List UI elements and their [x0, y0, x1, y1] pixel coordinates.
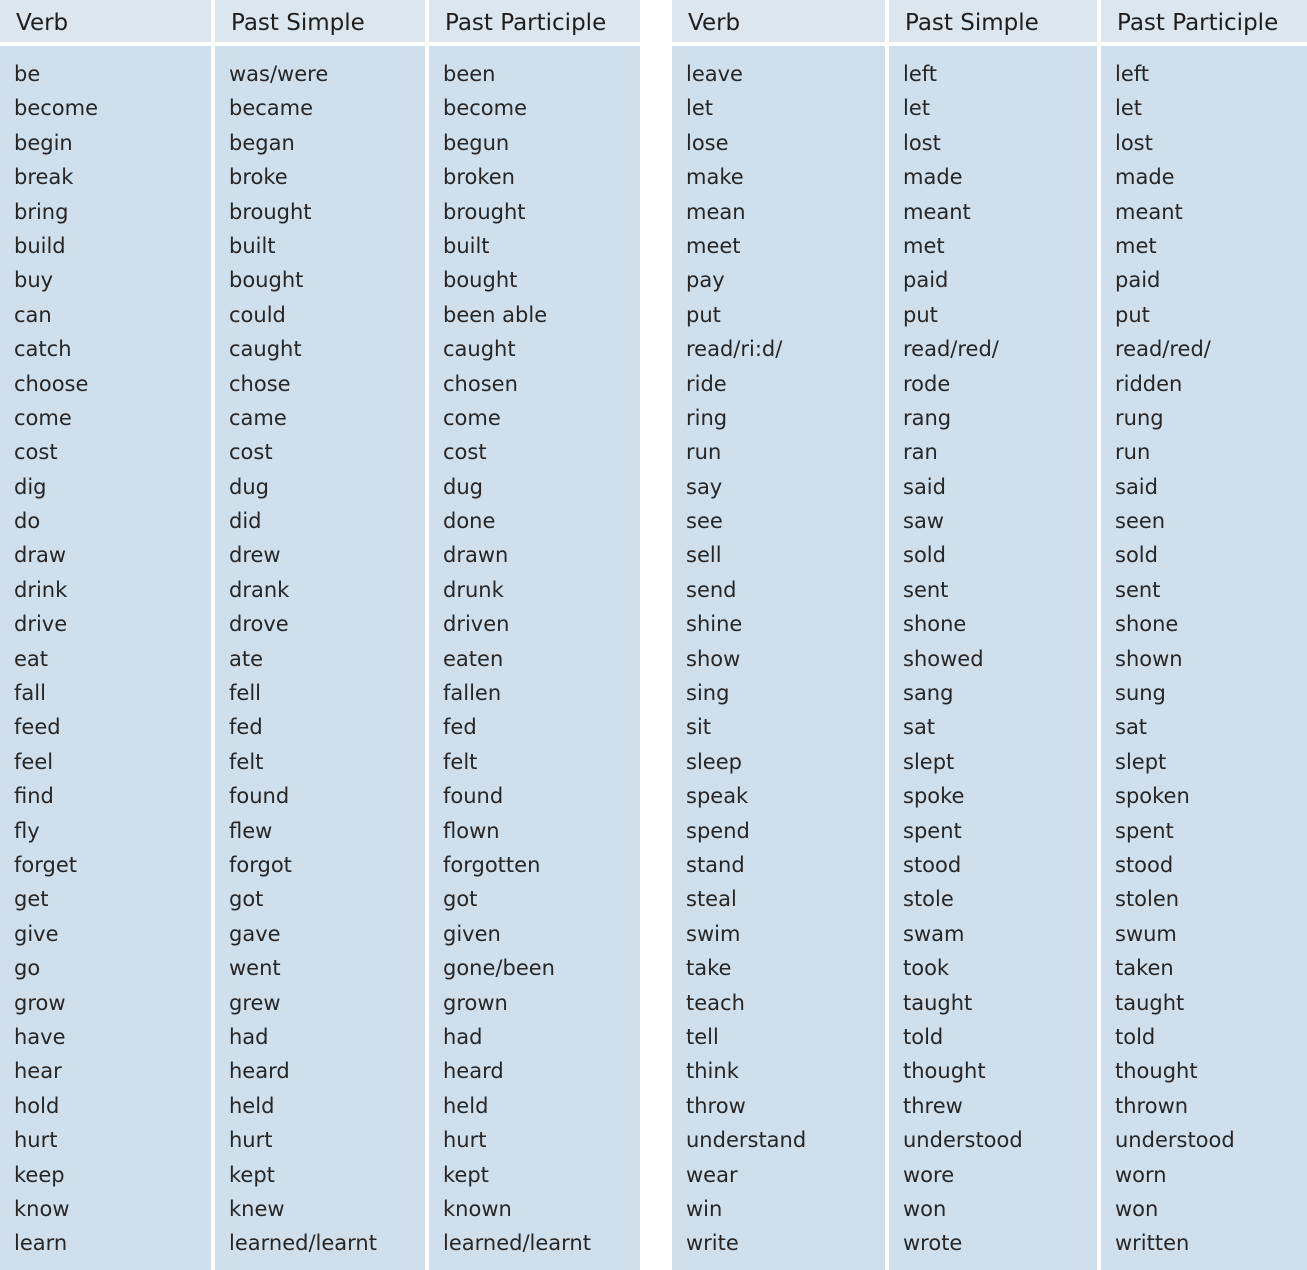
table-cell: feel	[14, 749, 54, 774]
table-cell: rang	[903, 405, 952, 430]
table-cell: forget	[14, 852, 77, 877]
column-body	[889, 46, 1097, 1270]
table-cell: worn	[1115, 1162, 1167, 1187]
table-cell: come	[443, 405, 501, 430]
table-cell: go	[14, 956, 41, 981]
table-cell: make	[686, 165, 744, 190]
table-cell: caught	[229, 337, 302, 362]
table-cell: could	[229, 302, 286, 327]
table-cell: dig	[14, 474, 47, 499]
table-cell: been able	[443, 302, 548, 327]
table-cell: began	[229, 130, 295, 155]
table-cell: build	[14, 233, 66, 258]
table-cell: shone	[903, 612, 967, 637]
table-cell: built	[443, 233, 490, 258]
table-cell: cost	[443, 440, 487, 465]
table-cell: threw	[903, 1093, 963, 1118]
table-cell: made	[903, 165, 963, 190]
table-cell: showed	[903, 646, 984, 671]
table-cell: hold	[14, 1093, 60, 1118]
table-cell: thought	[903, 1059, 986, 1084]
table-cell: paid	[903, 268, 949, 293]
table-cell: said	[903, 474, 946, 499]
table-cell: have	[14, 1024, 66, 1049]
table-cell: heard	[229, 1059, 290, 1084]
table-cell: seen	[1115, 509, 1166, 534]
table-cell: fallen	[443, 681, 502, 706]
table-cell: forgot	[229, 852, 292, 877]
table-cell: put	[1115, 302, 1150, 327]
table-cell: be	[14, 62, 41, 86]
column-body	[0, 46, 211, 1270]
table-cell: teach	[686, 990, 745, 1015]
table-cell: won	[903, 1196, 947, 1221]
table-cell: rode	[903, 371, 951, 396]
table-cell: fall	[14, 681, 46, 706]
table-cell: wore	[903, 1162, 955, 1187]
table-cell: know	[14, 1196, 70, 1221]
table-cell: spent	[1115, 818, 1174, 843]
table-cell: broken	[443, 165, 515, 190]
table-cell: break	[14, 165, 74, 190]
table-cell: drawn	[443, 543, 509, 568]
table-cell: fed	[443, 715, 477, 740]
table-cell: fly	[14, 818, 40, 843]
table-cell: sleep	[686, 749, 742, 774]
table-cell: spoke	[903, 784, 965, 809]
table-cell: took	[903, 956, 950, 981]
table-cell: hurt	[229, 1128, 273, 1153]
table-cell: stand	[686, 852, 745, 877]
table-cell: see	[686, 509, 723, 534]
table-cell: dug	[443, 474, 483, 499]
table-cell: sell	[686, 543, 722, 568]
verb-column	[0, 0, 211, 1270]
table-cell: sent	[1115, 577, 1161, 602]
table-cell: pay	[686, 268, 725, 293]
column-body	[215, 46, 425, 1270]
table-cell: sung	[1115, 681, 1166, 706]
table-cell: think	[686, 1059, 739, 1084]
table-cell: drank	[229, 577, 290, 602]
table-cell: draw	[14, 543, 67, 568]
table-cell: eat	[14, 646, 49, 671]
column-body	[1101, 46, 1307, 1270]
table-cell: flown	[443, 818, 500, 843]
table-cell: bought	[443, 268, 518, 293]
verb-table-left	[0, 0, 640, 1270]
table-cell: run	[686, 440, 722, 465]
table-cell: fell	[229, 681, 261, 706]
table-cell: leave	[686, 62, 743, 86]
table-cell: put	[903, 302, 938, 327]
table-cell: brought	[229, 199, 312, 224]
table-cell: taught	[1115, 990, 1185, 1015]
table-cell: chosen	[443, 371, 518, 396]
table-cell: become	[443, 96, 528, 121]
table-cell: grew	[229, 990, 281, 1015]
table-cell: feed	[14, 715, 61, 740]
table-cell: taught	[903, 990, 973, 1015]
table-cell: shown	[1115, 646, 1183, 671]
table-cell: find	[14, 784, 54, 809]
table-cell: ran	[903, 440, 938, 465]
table-cell: bought	[229, 268, 304, 293]
table-cell: done	[443, 509, 496, 534]
table-cell: learned/learnt	[443, 1231, 591, 1256]
column-body	[672, 46, 885, 1270]
table-cell: say	[686, 474, 723, 499]
table-cell: slept	[903, 749, 955, 774]
table-cell: sat	[903, 715, 936, 740]
table-cell: got	[443, 887, 478, 912]
table-cell: come	[14, 405, 72, 430]
table-cell: tell	[686, 1024, 719, 1049]
table-cell: kept	[443, 1162, 489, 1187]
table-cell: write	[686, 1231, 739, 1256]
table-cell: hurt	[443, 1128, 487, 1153]
table-cell: became	[229, 96, 314, 121]
table-cell: buy	[14, 268, 54, 293]
table-cell: swim	[686, 921, 741, 946]
table-cell: found	[229, 784, 290, 809]
table-cell: was/were	[229, 62, 329, 86]
table-cell: swum	[1115, 921, 1177, 946]
table-cell: cost	[14, 440, 58, 465]
table-cell: drove	[229, 612, 289, 637]
table-cell: cost	[229, 440, 273, 465]
column-header: Past Simple	[215, 0, 425, 46]
table-cell: get	[14, 887, 49, 912]
table-cell: sold	[1115, 543, 1158, 568]
table-cell: shone	[1115, 612, 1179, 637]
table-cell: stole	[903, 887, 954, 912]
table-cell: forgotten	[443, 852, 541, 877]
table-cell: grow	[14, 990, 66, 1015]
table-cell: knew	[229, 1196, 285, 1221]
table-cell: wrote	[903, 1231, 963, 1256]
table-cell: meant	[1115, 199, 1183, 224]
table-cell: stood	[1115, 852, 1174, 877]
table-cell: heard	[443, 1059, 504, 1084]
table-cell: steal	[686, 887, 737, 912]
table-cell: felt	[229, 749, 264, 774]
table-cell: swam	[903, 921, 965, 946]
table-cell: send	[686, 577, 737, 602]
table-cell: kept	[229, 1162, 275, 1187]
table-cell: catch	[14, 337, 72, 362]
table-cell: said	[1115, 474, 1158, 499]
table-cell: let	[686, 96, 713, 121]
table-cell: given	[443, 921, 501, 946]
column-header: Verb	[0, 0, 211, 46]
table-cell: won	[1115, 1196, 1159, 1221]
table-cell: met	[1115, 233, 1157, 258]
column-body	[429, 46, 640, 1270]
table-cell: shine	[686, 612, 743, 637]
table-cell: drew	[229, 543, 281, 568]
table-cell: mean	[686, 199, 746, 224]
table-cell: learn	[14, 1231, 68, 1256]
verb-table-right	[672, 0, 1307, 1270]
table-cell: sing	[686, 681, 730, 706]
table-cell: got	[229, 887, 264, 912]
table-cell: spent	[903, 818, 962, 843]
past-participle-column	[429, 0, 640, 1270]
table-cell: built	[229, 233, 276, 258]
table-cell: taken	[1115, 956, 1174, 981]
table-cell: gone/been	[443, 956, 555, 981]
table-cell: thought	[1115, 1059, 1198, 1084]
table-cell: throw	[686, 1093, 746, 1118]
column-header: Past Simple	[889, 0, 1097, 46]
table-cell: found	[443, 784, 504, 809]
table-cell: lose	[686, 130, 729, 155]
table-cell: flew	[229, 818, 273, 843]
table-cell: made	[1115, 165, 1175, 190]
table-cell: ring	[686, 405, 728, 430]
table-cell: fed	[229, 715, 263, 740]
table-cell: understand	[686, 1128, 807, 1153]
table-cell: lost	[1115, 130, 1153, 155]
column-header: Past Participle	[1101, 0, 1307, 46]
table-cell: let	[903, 96, 930, 121]
table-cell: take	[686, 956, 732, 981]
table-cell: saw	[903, 509, 944, 534]
table-cell: ride	[686, 371, 727, 396]
table-cell: slept	[1115, 749, 1167, 774]
table-cell: told	[903, 1024, 944, 1049]
column-header: Past Participle	[429, 0, 640, 46]
table-cell: gave	[229, 921, 281, 946]
table-cell: do	[14, 509, 41, 534]
table-cell: hurt	[14, 1128, 58, 1153]
past-simple-column	[215, 0, 425, 1270]
table-cell: spoken	[1115, 784, 1190, 809]
table-cell: came	[229, 405, 287, 430]
past-simple-column	[889, 0, 1097, 1270]
table-cell: speak	[686, 784, 749, 809]
table-cell: run	[1115, 440, 1151, 465]
table-cell: drink	[14, 577, 68, 602]
table-cell: been	[443, 62, 496, 86]
table-cell: had	[229, 1024, 269, 1049]
table-cell: rung	[1115, 405, 1164, 430]
table-cell: understood	[903, 1128, 1023, 1153]
column-header: Verb	[672, 0, 885, 46]
table-cell: give	[14, 921, 59, 946]
table-cell: begin	[14, 130, 73, 155]
table-cell: left	[1115, 62, 1150, 86]
table-cell: had	[443, 1024, 483, 1049]
table-cell: left	[903, 62, 938, 86]
table-cell: let	[1115, 96, 1142, 121]
table-cell: drive	[14, 612, 68, 637]
table-cell: dug	[229, 474, 269, 499]
table-cell: sit	[686, 715, 712, 740]
table-cell: chose	[229, 371, 291, 396]
table-cell: bring	[14, 199, 69, 224]
table-cell: went	[229, 956, 281, 981]
table-cell: driven	[443, 612, 510, 637]
table-cell: eaten	[443, 646, 504, 671]
table-cell: sang	[903, 681, 954, 706]
table-cell: broke	[229, 165, 288, 190]
table-cell: told	[1115, 1024, 1156, 1049]
table-cell: sat	[1115, 715, 1148, 740]
table-cell: written	[1115, 1231, 1190, 1256]
table-cell: meant	[903, 199, 971, 224]
table-cell: can	[14, 302, 52, 327]
table-cell: lost	[903, 130, 941, 155]
table-cell: become	[14, 96, 99, 121]
table-cell: held	[229, 1093, 275, 1118]
verb-column	[672, 0, 885, 1270]
table-cell: meet	[686, 233, 741, 258]
table-cell: drunk	[443, 577, 504, 602]
table-cell: did	[229, 509, 262, 534]
past-participle-column	[1101, 0, 1307, 1270]
table-cell: learned/learnt	[229, 1231, 377, 1256]
table-cell: show	[686, 646, 741, 671]
table-cell: sold	[903, 543, 946, 568]
table-cell: held	[443, 1093, 489, 1118]
table-cell: stolen	[1115, 887, 1180, 912]
table-cell: brought	[443, 199, 526, 224]
table-cell: put	[686, 302, 721, 327]
table-cell: felt	[443, 749, 478, 774]
table-cell: hear	[14, 1059, 62, 1084]
table-cell: read/red/	[1115, 337, 1211, 362]
table-cell: known	[443, 1196, 512, 1221]
table-cell: met	[903, 233, 945, 258]
table-cell: understood	[1115, 1128, 1235, 1153]
table-cell: ate	[229, 646, 264, 671]
table-cell: thrown	[1115, 1093, 1189, 1118]
table-cell: keep	[14, 1162, 65, 1187]
table-cell: ridden	[1115, 371, 1183, 396]
table-cell: paid	[1115, 268, 1161, 293]
table-cell: win	[686, 1196, 723, 1221]
table-cell: grown	[443, 990, 508, 1015]
table-cell: choose	[14, 371, 89, 396]
table-cell: read/red/	[903, 337, 999, 362]
table-cell: read/ri:d/	[686, 337, 783, 362]
table-cell: begun	[443, 130, 510, 155]
table-cell: caught	[443, 337, 516, 362]
table-cell: stood	[903, 852, 962, 877]
table-cell: sent	[903, 577, 949, 602]
table-cell: spend	[686, 818, 750, 843]
table-cell: wear	[686, 1162, 738, 1187]
